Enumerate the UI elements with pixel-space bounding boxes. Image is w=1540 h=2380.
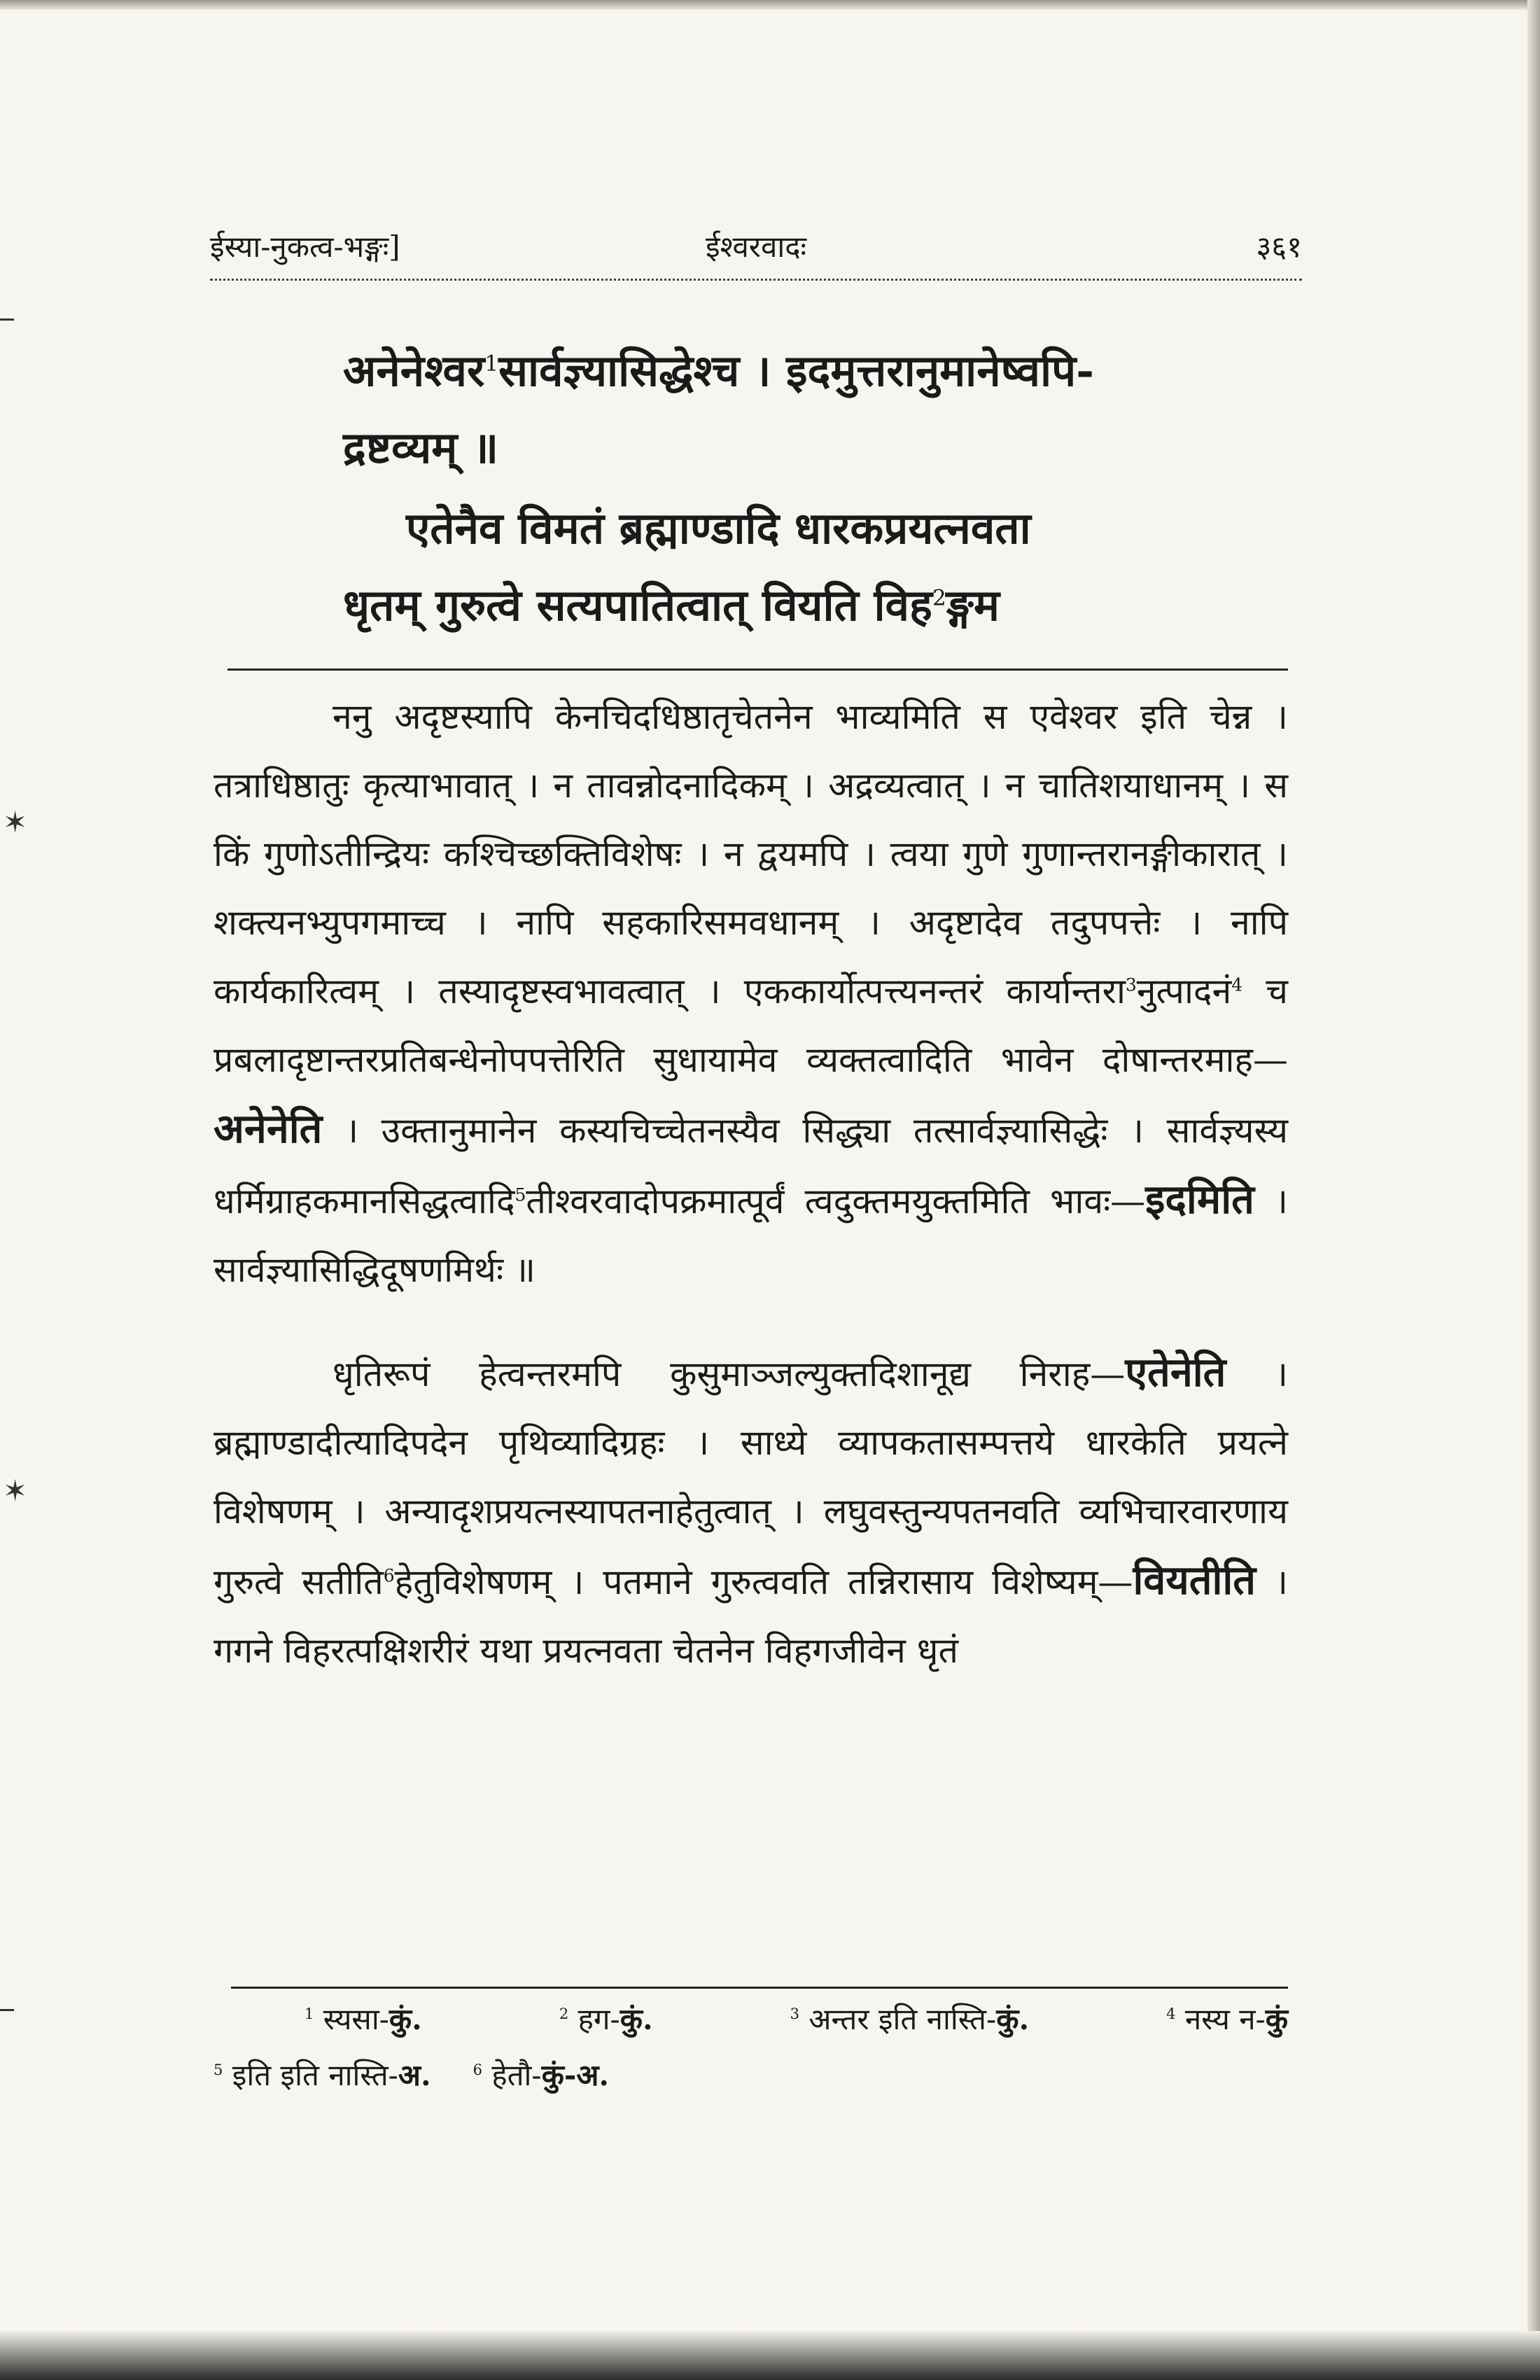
running-header (210, 210, 1302, 266)
footnote-num: 2 (559, 2005, 569, 2022)
commentary-text: धृतिरूपं हेत्वन्तरमपि कुसुमाञ्जल्युक्तदिशानूद्य निराह— (332, 1354, 1126, 1394)
footnote-source: कुं. (620, 2002, 653, 2036)
footnote-ref: 2 (932, 585, 946, 611)
commentary-text: । उक्तानुमानेन कस्यचिच्चेतनस्यैव सिद्ध्या तत्सार्वज्ञ्यासिद्धेः । सार्वज्ञ्यस्य धर्मिग्राहकमानसिद्धत्वादि (214, 1110, 1288, 1222)
header-rule (210, 279, 1302, 281)
mula-text: एतेनैव विमतं ब्रह्माण्डादि धारकप्रयत्नवता (406, 503, 1031, 554)
footnote-source: अ. (398, 2058, 431, 2092)
footnote-6 (473, 2047, 609, 2104)
footnote-text: इति इति नास्ति- (232, 2058, 398, 2092)
footnote-ref: 6 (383, 1565, 395, 1586)
header-section-title: ईस्या-नुकत्व-भङ्गः] (210, 230, 400, 264)
page-bottom-edge (0, 2331, 1540, 2380)
footnote-text: अन्तर इति नास्ति- (808, 2002, 997, 2036)
margin-mark (0, 318, 14, 321)
footnote-ref: 5 (514, 1184, 526, 1205)
footnote-num: 3 (790, 2005, 799, 2022)
margin-mark (0, 2009, 14, 2011)
commentary-text: तीश्वरवादोपक्रमात्पूर्वं त्वदुक्तमयुक्तमिति भावः— (526, 1181, 1146, 1222)
page-top-edge (0, 0, 1540, 10)
footnotes (214, 1991, 1288, 2104)
commentary-text: ननु अदृष्टस्यापि केनचिदधिष्ठातृचेतनेन भाव्यमिति स एवेश्वर इति चेन्न । तत्राधिष्ठातुः कृत्याभावात् । न तावन्नोदनादिकम् । अद्रव्यत्वात् । न चातिशयाधानम् । स किं गुणोऽतीन्द्रियः कश्चिच्छक्तिविशेषः । न द्वयमपि । त्वया गुणे गुणान्तरानङ्गीकारात् । शक्त्यनभ्युपगमाच्च । नापि सहकारिसमवधानम् । अदृष्टादेव तदुपपत्तेः । नापि कार्यकारित्वम् । तस्यादृष्टस्वभावत्वात् । एककार्योत्पत्त्यनन्तरं कार्यान्तरा (214, 696, 1288, 1011)
footnote-text: हेतौ- (491, 2058, 542, 2092)
footnote-4 (1166, 1991, 1288, 2047)
commentary-text: हेतुविशेषणम् । पतमाने गुरुत्ववति तन्निरासाय विशेष्यम्— (394, 1562, 1133, 1602)
page-number: ३६१ (1256, 230, 1302, 264)
commentary-text: च प्रबलादृष्टान्तरप्रतिबन्धेनोपपत्तेरिति सुधायामेव व्यक्तत्वादिति भावेन दोषान्तरमाह— (214, 971, 1288, 1080)
footnote-ref: 1 (484, 351, 499, 377)
mula-text: द्रष्टव्यम् ॥ (343, 422, 499, 473)
commentary-paragraph-1 (214, 682, 1288, 1304)
pratika: इदमिति (1145, 1175, 1254, 1223)
footnote-2 (559, 1991, 653, 2047)
footnote-1 (304, 1991, 422, 2047)
page-right-edge (1527, 0, 1540, 2380)
footnote-source: कुं-अ. (541, 2058, 610, 2092)
mula-text: ङ्गम (946, 580, 1000, 631)
footnote-source: कुं. (388, 2002, 422, 2036)
footnote-5 (214, 2047, 431, 2104)
commentary-paragraph-2 (214, 1338, 1288, 1685)
mula-text-2 (343, 490, 1288, 644)
footnote-text: हग- (578, 2002, 620, 2036)
mula-text: धृतम् गुरुत्वे सत्यपातित्वात् वियति विह (343, 580, 932, 631)
mula-text: अनेनेश्वर (343, 345, 485, 396)
mula-text-1 (343, 332, 1288, 486)
margin-star-icon: ✶ (3, 1474, 28, 1508)
footnote-num: 1 (304, 2005, 314, 2022)
mula-text: सार्वज्ञ्यासिद्धेश्च । इदमुत्तरानुमानेष्वपि- (498, 345, 1094, 396)
footnote-text: नस्य न- (1184, 2002, 1266, 2036)
footnote-source: कुं (1265, 2002, 1288, 2036)
footnote-3 (790, 1991, 1029, 2047)
pratika: अनेनेति (214, 1105, 323, 1152)
pratika: एतेनेति (1125, 1348, 1226, 1396)
commentary-text: । गगने विहरत्पक्षिशरीरं यथा प्रयत्नवता चेतनेन विहगजीवेन धृतं (214, 1562, 1288, 1671)
commentary-text: । सार्वज्ञ्यासिद्धिदूषणमिर्थः ॥ (214, 1181, 1288, 1290)
footnote-num: 4 (1166, 2005, 1176, 2022)
commentary (214, 682, 1288, 1685)
commentary-text: नुत्पादनं (1136, 971, 1232, 1011)
footnote-num: 6 (472, 2062, 482, 2078)
mula-rule (227, 668, 1288, 671)
margin-star-icon: ✶ (3, 805, 28, 839)
footnote-text: स्यसा- (323, 2002, 389, 2036)
footnote-num: 5 (214, 2062, 223, 2078)
pratika: वियतीति (1133, 1556, 1256, 1604)
commentary-text: । ब्रह्माण्डादीत्यादिपदेन पृथिव्यादिग्रहः । साध्ये व्यापकतासम्पत्तये धारकेति प्रयत्ने विशेषणम् । अन्यादृशप्रयत्नस्यापतनाहेतुत्वात् । लघुवस्तुन्यपतनवति व्यभिचारवारणाय गुरुत्वे सतीति (214, 1354, 1289, 1602)
footnote-ref: 4 (1231, 974, 1243, 995)
footnote-ref: 3 (1125, 974, 1137, 995)
footnote-source: कुं. (996, 2002, 1030, 2036)
footnote-rule (231, 1987, 1288, 1989)
header-chapter-title: ईश्वरवादः (705, 230, 807, 264)
